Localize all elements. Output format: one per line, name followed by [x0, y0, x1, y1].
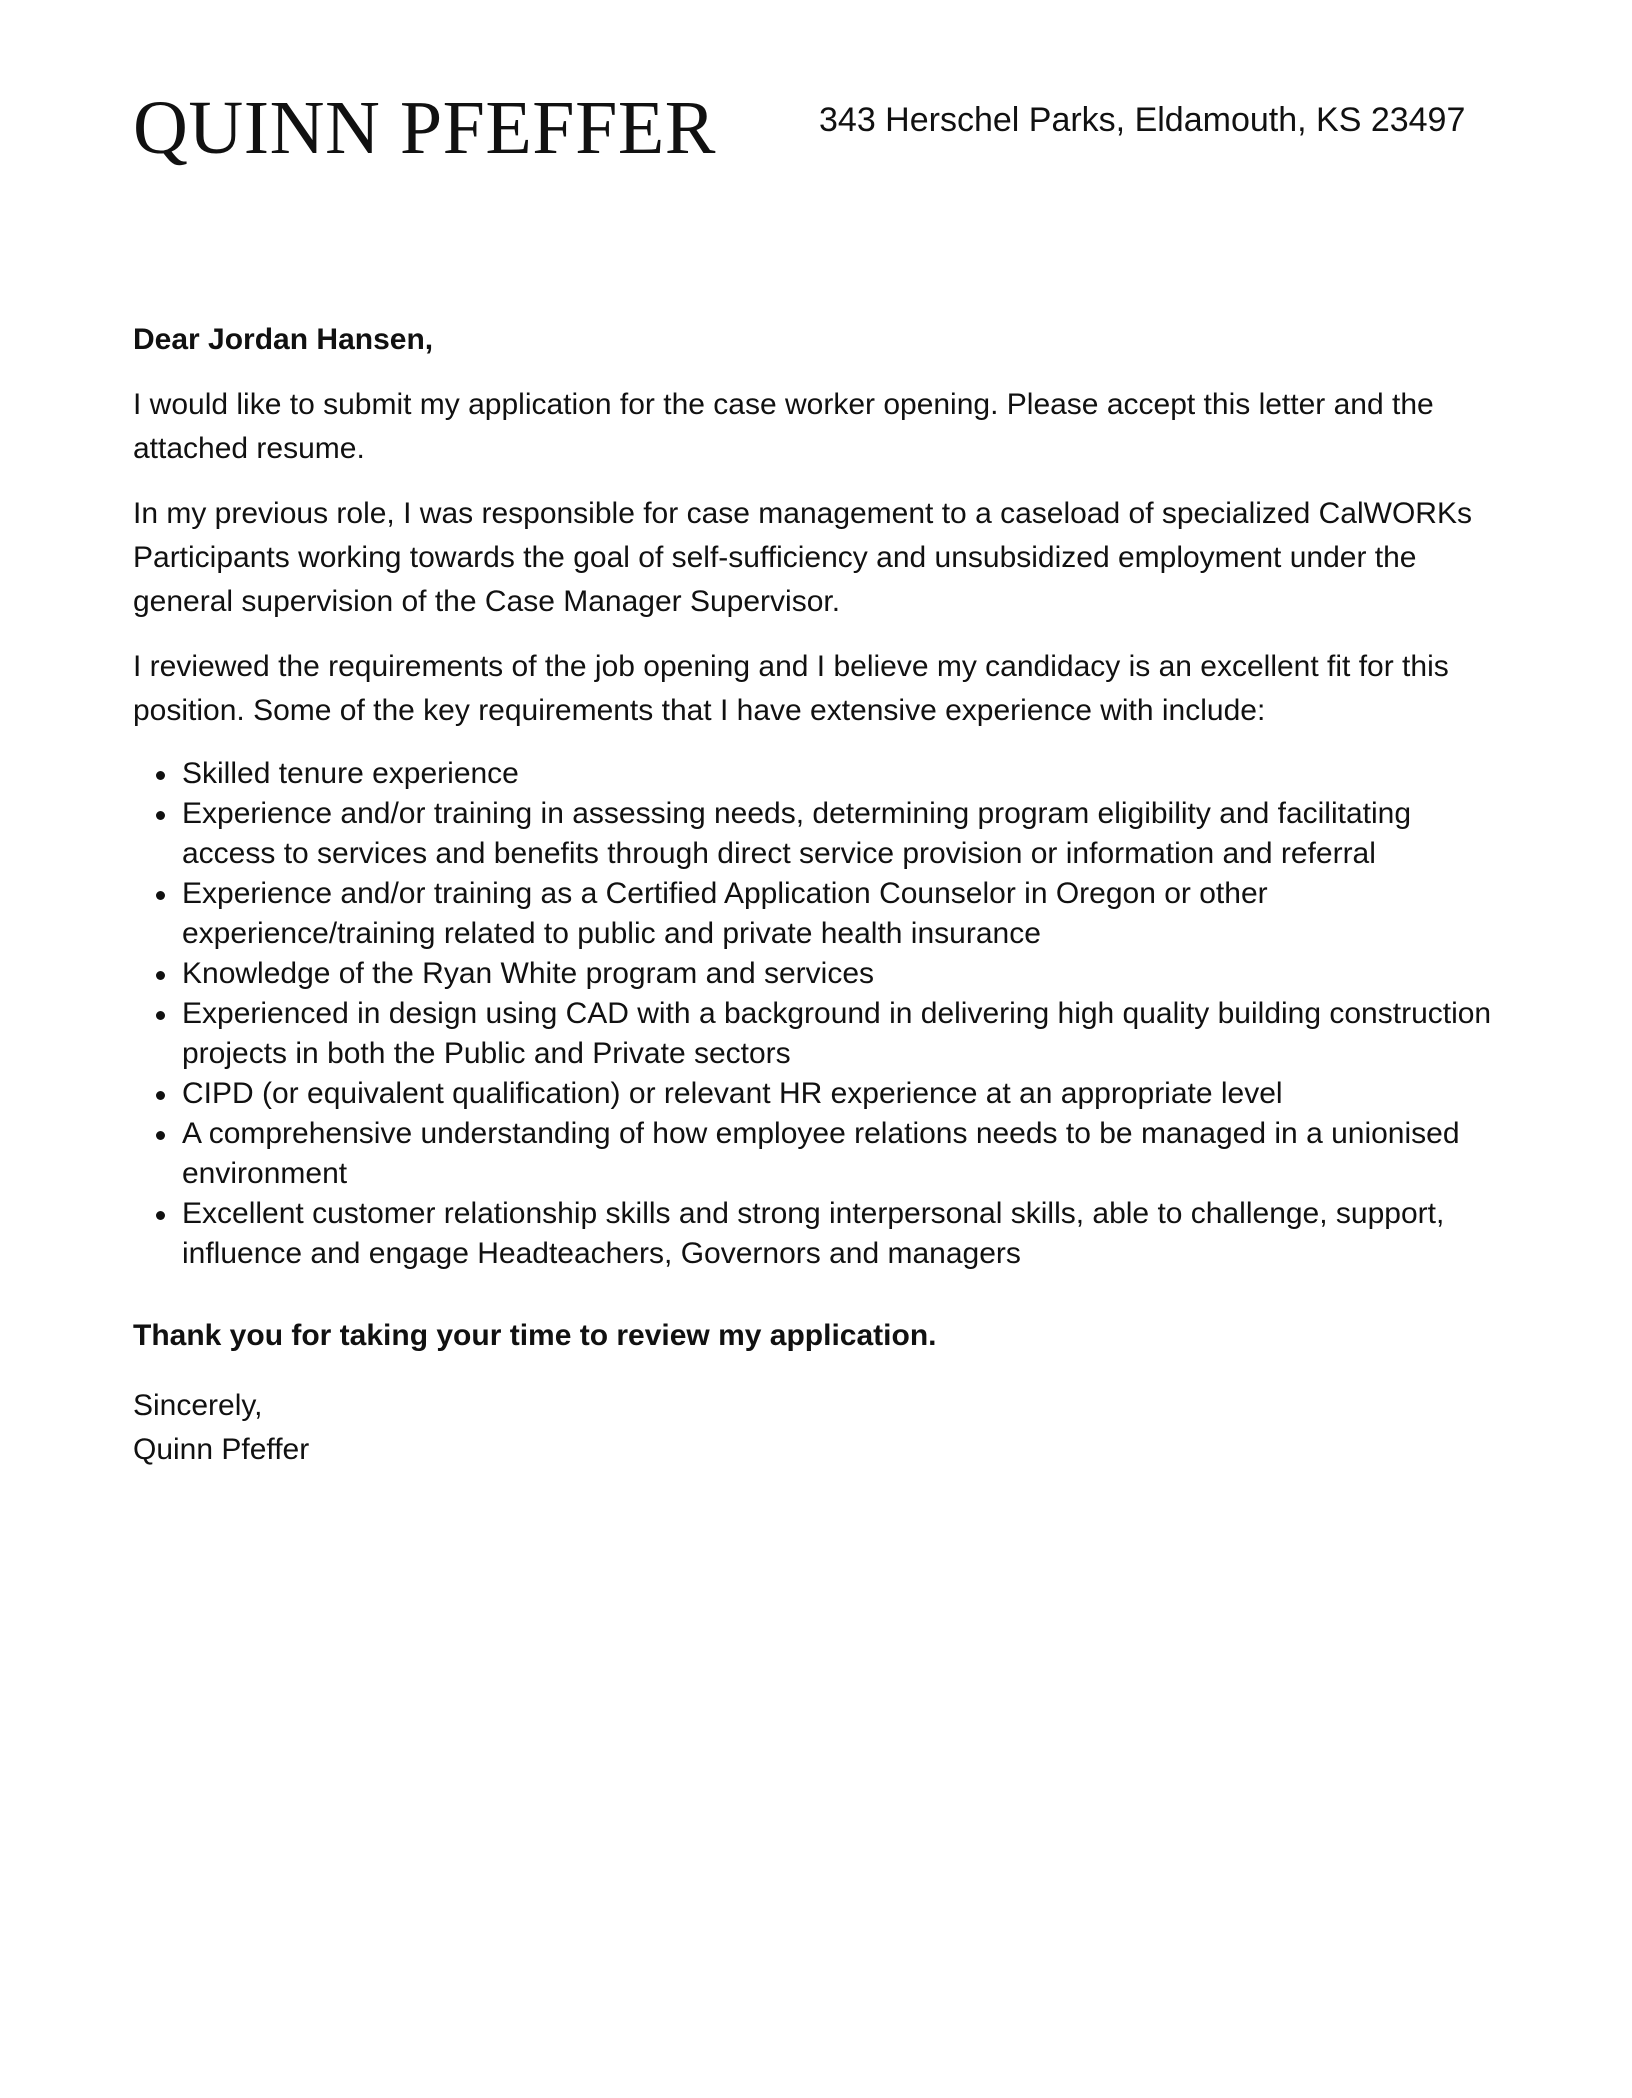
closing: Sincerely, [133, 1389, 263, 1422]
intro-paragraph: I would like to submit my application for the case worker opening. Please accept this letter and the attached resume. [133, 388, 1434, 465]
requirements-intro-paragraph: I reviewed the requirements of the job opening and I believe my candidacy is an excellent fit for this position. Some of the key requirements that I have extensive experience with include: [133, 650, 1449, 727]
applicant-name: QUINN PFEFFER [133, 86, 716, 170]
requirement-item: Knowledge of the Ryan White program and services [133, 954, 1503, 994]
experience-paragraph: In my previous role, I was responsible for case management to a caseload of specialized CalWORKs Participants working towards the goal of self-sufficiency and unsubsidized employment under the general supervision of the Case Manager Supervisor. [133, 497, 1472, 618]
requirement-item: Skilled tenure experience [133, 754, 1503, 794]
letter-body [133, 318, 1503, 1472]
requirement-item: Excellent customer relationship skills and strong interpersonal skills, able to challenge, support, influence and engage Headteachers, Governors and managers [133, 1194, 1503, 1274]
requirement-item: A comprehensive understanding of how employee relations needs to be managed in a unionised environment [133, 1114, 1503, 1194]
requirement-item: Experienced in design using CAD with a background in delivering high quality building construction projects in both the Public and Private sectors [133, 994, 1503, 1074]
requirement-item: Experience and/or training in assessing needs, determining program eligibility and facilitating access to services and benefits through direct service provision or information and referral [133, 794, 1503, 874]
requirements-list [133, 754, 1503, 1274]
letter-header [133, 84, 1499, 174]
requirement-item: CIPD (or equivalent qualification) or relevant HR experience at an appropriate level [133, 1074, 1503, 1114]
salutation: Dear Jordan Hansen, [133, 323, 434, 356]
thank-you-line: Thank you for taking your time to review my application. [133, 1319, 937, 1352]
requirement-item: Experience and/or training as a Certified Application Counselor in Oregon or other experience/training related to public and private health insurance [133, 874, 1503, 954]
signature-name: Quinn Pfeffer [133, 1433, 310, 1466]
applicant-address: 343 Herschel Parks, Eldamouth, KS 23497 [819, 101, 1466, 139]
